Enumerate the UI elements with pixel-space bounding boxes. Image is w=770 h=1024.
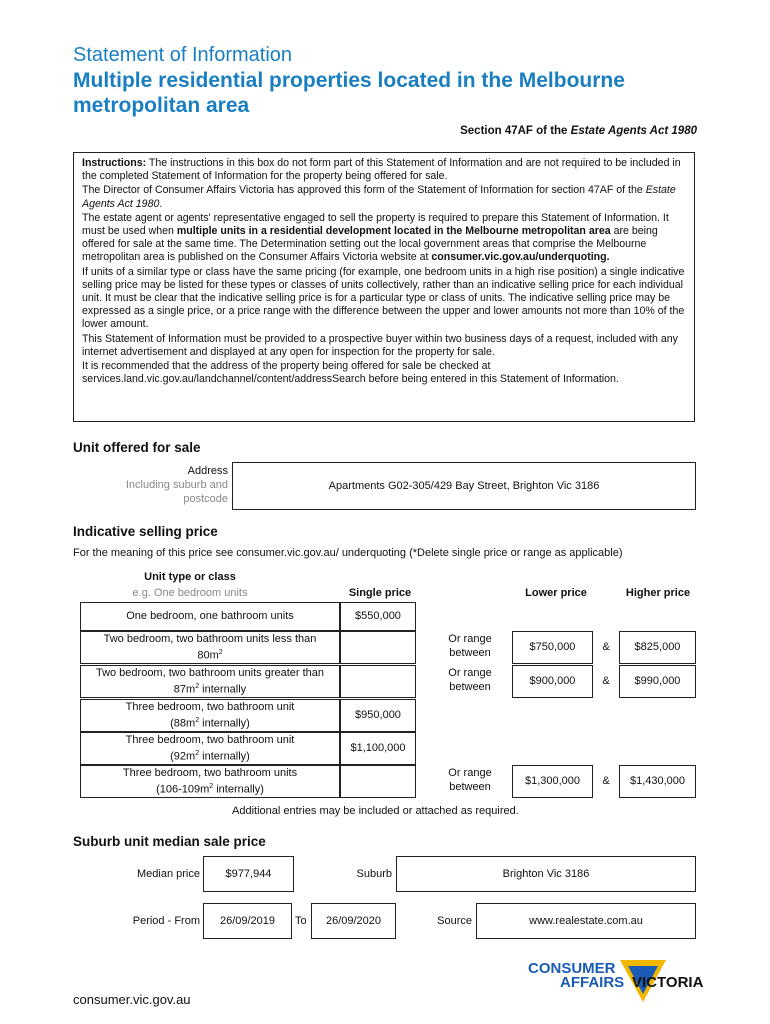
single-price-cell[interactable]: $950,000 [340,699,416,732]
unit-type-line2 [197,646,222,663]
address-label: Address Including suburb and postcode [125,465,228,505]
or-range-label [432,666,508,694]
unit-type-cell[interactable] [80,631,340,664]
median-heading: Suburb unit median sale price [73,834,266,849]
unit-area: (92m [170,750,196,763]
or-range-text: Or range [448,767,492,779]
unit-offered-heading: Unit offered for sale [73,440,201,455]
or-range-text: Or range [448,633,492,645]
single-price-cell[interactable] [340,765,416,798]
form-subtitle: Statement of Information [73,44,293,66]
unit-type-line1: Two bedroom, two bathroom units less than [103,632,317,645]
unit-area: 80m [197,649,219,662]
unit-type-line1: One bedroom, one bathroom units [126,610,294,622]
unit-type-line1: Three bedroom, two bathroom units [122,766,298,779]
or-range-label [432,766,508,794]
single-price-cell[interactable] [340,631,416,664]
unit-area-sup: 2 [195,682,200,690]
suburb-label: Suburb [356,868,392,880]
range-ampersand: & [602,675,610,687]
unit-area-sup: 2 [195,716,200,724]
unit-type-line1: Three bedroom, two bathroom unit [125,733,295,746]
between-text: between [449,781,491,793]
period-from-label: Period - From [132,915,200,927]
unit-type-line2 [156,780,264,797]
period-to-field[interactable]: 26/09/2020 [311,903,396,939]
single-price-cell[interactable] [340,665,416,698]
logo-text-consumer: CONSUMER [528,960,616,977]
unit-area-sup: 2 [218,648,223,656]
logo-text-affairs: AFFAIRS [560,974,625,991]
period-to-label: To [295,915,307,927]
meaning-note: For the meaning of this price see consumer.vic.gov.au/ underquoting (*Delete single price or range as applicable) [73,547,623,559]
col-lower-header: Lower price [525,587,587,599]
footer-url: consumer.vic.gov.au [73,992,191,1007]
unit-type-line2 [170,747,250,764]
source-label: Source [437,915,472,927]
unit-type-cell[interactable] [80,732,340,765]
section-reference: Section 47AF of the Estate Agents Act 1980 [460,125,697,137]
unit-area-sup: 2 [195,749,200,757]
median-price-label: Median price [137,868,200,880]
between-text: between [449,681,491,693]
instructions-box: Instructions: The instructions in this box do not form part of this Statement of Information and are not required to be included in the completed Statement of Information for the property being offered for sale. The Director of Consumer Affairs Victoria has approved this form of the Statement of Information for section 47AF of the Estate Agents Act 1980. The estate agent or agents' representative engaged to sell the property is required to prepare this Statement of Information. It must be used when multiple units in a residential development located in the Melbourne metropolitan area are being offered for sale at the same time. The Determination setting out the local government areas that comprise the Melbourne metropolitan area is published on the Consumer Affairs Victoria website at consumer.vic.gov.au/underquoting. If units of a similar type or class have the same pricing (for example, one bedroom units in a high rise position) a single indicative selling price may be listed for these types or classes of units collectively, rather than an indicative selling price for each individual unit. It must be clear that the indicative selling price is for a particular type or class of units. The indicative selling price may be expressed as a single price, or a price range with the difference between the upper and lower amounts not more than 10% of the lower amount. This Statement of Information must be provided to a prospective buyer within two business days of a request, included with any internet advertisement and displayed at any open for inspection for the property for sale. It is recommended that the address of the property being offered for sale be checked at services.land.vic.gov.au/landchannel/content/addressSearch before being entered in this Statement of Information. [73,152,695,422]
unit-type-cell[interactable] [80,765,340,798]
or-range-text: Or range [448,667,492,679]
higher-price-cell[interactable]: $1,430,000 [619,765,696,798]
median-price-field[interactable]: $977,944 [203,856,294,892]
unit-type-cell[interactable] [80,665,340,698]
logo-text-victoria: VICTORIA [632,974,704,991]
indicative-heading: Indicative selling price [73,524,218,539]
higher-price-cell[interactable]: $825,000 [619,631,696,664]
unit-type-cell[interactable] [80,602,340,631]
additional-note: Additional entries may be included or attached as required. [232,805,519,817]
unit-area-suffix: internally) [199,717,250,730]
single-price-cell[interactable]: $1,100,000 [340,732,416,765]
unit-area-suffix: internally [199,683,247,696]
between-text: between [449,647,491,659]
unit-type-line1: Two bedroom, two bathroom units greater than [95,666,325,679]
unit-type-line1: Three bedroom, two bathroom unit [125,700,295,713]
col-unit-header: Unit type or class [144,571,236,583]
unit-type-line2 [174,680,246,697]
unit-area-suffix: internally) [213,783,264,796]
unit-area-suffix: internally) [199,750,250,763]
unit-type-line2 [170,714,250,731]
lower-price-cell[interactable]: $750,000 [512,631,593,664]
col-unit-example: e.g. One bedroom units [132,587,248,599]
unit-area: (88m [170,717,196,730]
unit-type-cell[interactable] [80,699,340,732]
unit-area-sup: 2 [209,782,214,790]
col-single-header: Single price [348,587,412,599]
lower-price-cell[interactable]: $900,000 [512,665,593,698]
unit-area: 87m [173,683,196,696]
lower-price-cell[interactable]: $1,300,000 [512,765,593,798]
range-ampersand: & [602,641,610,653]
unit-area: (106-109m [156,783,210,796]
higher-price-cell[interactable]: $990,000 [619,665,696,698]
consumer-affairs-logo [528,958,704,1004]
address-field[interactable]: Apartments G02-305/429 Bay Street, Brighton Vic 3186 [232,462,696,510]
suburb-field[interactable]: Brighton Vic 3186 [396,856,696,892]
single-price-cell[interactable]: $550,000 [340,602,416,631]
source-field[interactable]: www.realestate.com.au [476,903,696,939]
or-range-label [432,632,508,660]
form-title: Multiple residential properties located in the Melbourne metropolitan area [73,69,625,117]
range-ampersand: & [602,775,610,787]
period-from-field[interactable]: 26/09/2019 [203,903,292,939]
col-higher-header: Higher price [625,587,691,599]
